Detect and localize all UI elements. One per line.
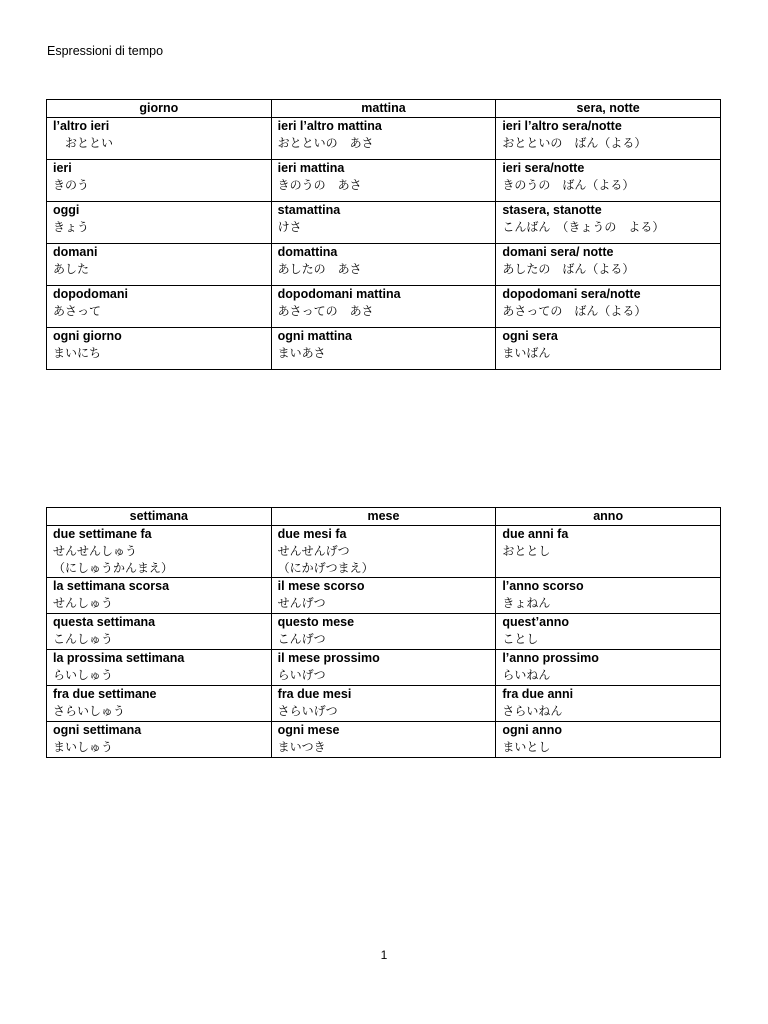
japanese-reading: らいねん xyxy=(502,668,551,682)
table-row xyxy=(47,614,721,650)
table-cell xyxy=(271,118,496,160)
table-cell xyxy=(271,244,496,286)
japanese-reading: きょねん xyxy=(502,596,551,610)
italian-term: oggi xyxy=(53,203,80,217)
table-row xyxy=(47,526,721,578)
japanese-reading: あした xyxy=(53,262,90,276)
italian-term: stamattina xyxy=(277,203,341,217)
japanese-reading: こんばん （きょうの よる） xyxy=(502,220,665,234)
table-cell xyxy=(496,526,721,578)
italian-term: ieri mattina xyxy=(277,161,345,175)
table-cell xyxy=(47,578,272,614)
table-row xyxy=(47,328,721,370)
table-row xyxy=(47,578,721,614)
table-row xyxy=(47,286,721,328)
table-cell xyxy=(271,614,496,650)
italian-term: due anni fa xyxy=(502,527,569,541)
italian-term: il mese scorso xyxy=(277,579,365,593)
table-cell xyxy=(271,722,496,758)
italian-term: quest’anno xyxy=(502,615,569,629)
table-cell xyxy=(496,160,721,202)
italian-term: l’altro ieri xyxy=(53,119,110,133)
italian-term: ogni mese xyxy=(277,723,340,737)
table-cell xyxy=(271,650,496,686)
italian-term: domattina xyxy=(277,245,338,259)
table-cell xyxy=(47,614,272,650)
italian-term: fra due settimane xyxy=(53,687,157,701)
italian-term: ieri sera/notte xyxy=(502,161,585,175)
table-cell xyxy=(47,328,272,370)
japanese-reading: あしたの あさ xyxy=(277,262,362,276)
japanese-reading: きのうの あさ xyxy=(277,178,362,192)
japanese-reading: さらいしゅう xyxy=(53,704,126,718)
table-cell xyxy=(496,614,721,650)
table-cell xyxy=(47,526,272,578)
italian-term: dopodomani sera/notte xyxy=(502,287,641,301)
period-expressions-table xyxy=(46,507,721,758)
japanese-reading: さらいねん xyxy=(502,704,563,718)
table-cell xyxy=(496,118,721,160)
table-row xyxy=(47,722,721,758)
japanese-reading: こんげつ xyxy=(277,632,326,646)
japanese-reading: せんせんしゅう xyxy=(53,544,138,558)
column-header-sera-notte: sera, notte xyxy=(496,100,721,118)
table-cell xyxy=(496,286,721,328)
japanese-reading: おととい xyxy=(53,136,114,150)
japanese-reading: せんしゅう xyxy=(53,596,114,610)
italian-term: ogni sera xyxy=(502,329,558,343)
table-cell xyxy=(271,286,496,328)
table-cell xyxy=(271,686,496,722)
table-header-row xyxy=(47,508,721,526)
japanese-reading: おとといの あさ xyxy=(277,136,374,150)
italian-term: ogni mattina xyxy=(277,329,352,343)
table-row xyxy=(47,686,721,722)
table-row xyxy=(47,118,721,160)
italian-term: ogni settimana xyxy=(53,723,142,737)
italian-term: il mese prossimo xyxy=(277,651,380,665)
japanese-reading: おととし xyxy=(502,544,551,558)
japanese-reading: まいとし xyxy=(502,740,551,754)
japanese-reading: まいにち xyxy=(53,346,102,360)
table-row xyxy=(47,650,721,686)
japanese-reading: きのうの ばん（よる） xyxy=(502,178,635,192)
japanese-reading: あさっての ばん（よる） xyxy=(502,304,647,318)
italian-term: ieri l’altro sera/notte xyxy=(502,119,622,133)
table-cell xyxy=(47,244,272,286)
table-cell xyxy=(47,286,272,328)
italian-term: la prossima settimana xyxy=(53,651,185,665)
column-header-mattina: mattina xyxy=(271,100,496,118)
table-cell xyxy=(496,328,721,370)
japanese-reading: らいしゅう xyxy=(53,668,114,682)
italian-term: questa settimana xyxy=(53,615,156,629)
column-header-settimana: settimana xyxy=(47,508,272,526)
table-cell xyxy=(496,578,721,614)
italian-term: due settimane fa xyxy=(53,527,152,541)
italian-term: dopodomani xyxy=(53,287,128,301)
japanese-reading: あしたの ばん（よる） xyxy=(502,262,635,276)
italian-term: stasera, stanotte xyxy=(502,203,602,217)
italian-term: fra due anni xyxy=(502,687,574,701)
table-cell xyxy=(47,160,272,202)
italian-term: l’anno prossimo xyxy=(502,651,599,665)
japanese-reading: まいあさ xyxy=(277,346,326,360)
table-cell xyxy=(47,202,272,244)
italian-term: ogni anno xyxy=(502,723,563,737)
column-header-mese: mese xyxy=(271,508,496,526)
italian-term: domani sera/ notte xyxy=(502,245,614,259)
table-row xyxy=(47,160,721,202)
japanese-alternative: （にしゅうかんまえ） xyxy=(53,561,174,575)
japanese-reading: きょう xyxy=(53,220,90,234)
italian-term: dopodomani mattina xyxy=(277,287,401,301)
japanese-alternative: （にかげつまえ） xyxy=(277,561,374,575)
japanese-reading: せんせんげつ xyxy=(277,544,350,558)
table-cell xyxy=(47,722,272,758)
table-cell xyxy=(496,244,721,286)
italian-term: fra due mesi xyxy=(277,687,352,701)
japanese-reading: らいげつ xyxy=(277,668,326,682)
column-header-giorno: giorno xyxy=(47,100,272,118)
italian-term: questo mese xyxy=(277,615,355,629)
page-title: Espressioni di tempo xyxy=(47,44,164,58)
japanese-reading: まいつき xyxy=(277,740,326,754)
japanese-reading: きのう xyxy=(53,178,90,192)
japanese-reading: まいばん xyxy=(502,346,551,360)
table-cell xyxy=(271,578,496,614)
table-cell xyxy=(47,650,272,686)
table-cell xyxy=(271,202,496,244)
italian-term: ogni giorno xyxy=(53,329,122,343)
table-cell xyxy=(47,118,272,160)
japanese-reading: おとといの ばん（よる） xyxy=(502,136,647,150)
japanese-reading: けさ xyxy=(277,220,302,234)
italian-term: l’anno scorso xyxy=(502,579,584,593)
italian-term: ieri l’altro mattina xyxy=(277,119,382,133)
table-header-row xyxy=(47,100,721,118)
table-cell xyxy=(496,650,721,686)
day-expressions-table xyxy=(46,99,721,370)
japanese-reading: さらいげつ xyxy=(277,704,338,718)
table-cell xyxy=(47,686,272,722)
page-number: 1 xyxy=(380,948,388,962)
table-cell xyxy=(271,160,496,202)
table-cell xyxy=(496,202,721,244)
japanese-reading: せんげつ xyxy=(277,596,326,610)
table-row xyxy=(47,244,721,286)
table-cell xyxy=(496,686,721,722)
italian-term: ieri xyxy=(53,161,72,175)
column-header-anno: anno xyxy=(496,508,721,526)
japanese-reading: あさって xyxy=(53,304,102,318)
table-cell xyxy=(496,722,721,758)
japanese-reading: まいしゅう xyxy=(53,740,114,754)
italian-term: domani xyxy=(53,245,98,259)
table-row xyxy=(47,202,721,244)
table-cell xyxy=(271,526,496,578)
italian-term: due mesi fa xyxy=(277,527,347,541)
table-cell xyxy=(271,328,496,370)
italian-term: la settimana scorsa xyxy=(53,579,170,593)
japanese-reading: あさっての あさ xyxy=(277,304,374,318)
japanese-reading: こんしゅう xyxy=(53,632,114,646)
japanese-reading: ことし xyxy=(502,632,539,646)
